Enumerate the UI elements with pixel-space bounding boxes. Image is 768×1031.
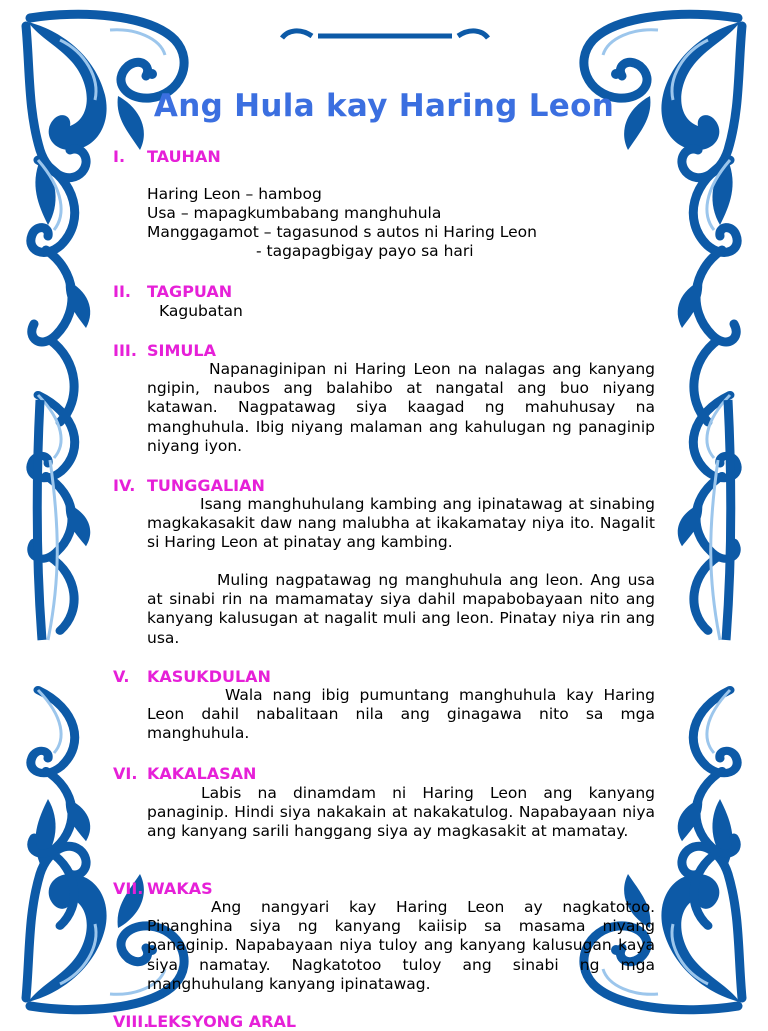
section-number: VI.	[113, 764, 138, 783]
section-number: VII.	[113, 879, 144, 898]
section-title: TAUHAN	[147, 147, 221, 166]
character-line: Manggagamot – tagasunod s autos ni Haring Leon	[147, 223, 537, 241]
section-paragraph: Labis na dinamdam ni Haring Leon ang kanyang panaginip. Hindi siya nakakain at nakakatulog. Napabayaan niya ang kanyang sarili hanggang siya ay magkasakit at mamatay.	[147, 784, 655, 841]
section-paragraph: Wala nang ibig pumuntang manghuhula kay Haring Leon dahil nabalitaan nila ang ginagawa nito sa mga manghuhula.	[147, 686, 655, 743]
section-heading-leksyong-aral	[113, 1012, 296, 1031]
character-line: - tagapagbigay payo sa hari	[256, 242, 474, 260]
section-number: III.	[113, 341, 137, 360]
setting-line: Kagubatan	[159, 302, 243, 320]
section-title: KAKALASAN	[147, 764, 257, 783]
section-heading-wakas	[113, 879, 213, 898]
section-heading-tunggalian	[113, 476, 265, 495]
section-paragraph: Napanaginipan ni Haring Leon na nalagas ang kanyang ngipin, naubos ang balahibo at nangatal ang buo niyang katawan. Nagpatawag siya kaagad ng mahuhusay na manghuhula. Ibig niyang malaman ang kahulugan ng panaginip niyang iyon.	[147, 360, 655, 455]
section-heading-simula	[113, 341, 216, 360]
character-line: Haring Leon – hambog	[147, 185, 322, 203]
section-number: IV.	[113, 476, 136, 495]
section-title: WAKAS	[147, 879, 213, 898]
section-number: VIII.	[113, 1012, 150, 1031]
character-line: Usa – mapagkumbabang manghuhula	[147, 204, 442, 222]
section-number: I.	[113, 147, 126, 166]
section-paragraph: Ang nangyari kay Haring Leon ay nagkatotoo. Pinanghina siya ng kanyang kaiisip sa masama niyang panaginip. Napabayaan niya tuloy ang kanyang kalusugan kaya siya namatay. Nagkatotoo tuloy ang sinabi ng mga manghuhulang kanyang ipinatawag.	[147, 898, 655, 993]
section-paragraph: Isang manghuhulang kambing ang ipinatawag at sinabing magkakasakit daw nang malubha at ikakamatay niya ito. Nagalit si Haring Leon at pinatay ang kambing.	[147, 495, 655, 552]
section-heading-tauhan	[113, 147, 221, 166]
section-paragraph: Muling nagpatawag ng manghuhula ang leon. Ang usa at sinabi rin na mamamatay siya dahil mapabobayaan nito ang kanyang kalusugan at nagalit muli ang leon. Pinatay niya rin ang usa.	[147, 571, 655, 647]
section-title: TUNGGALIAN	[147, 476, 265, 495]
section-heading-kakalasan	[113, 764, 256, 783]
section-title: LEKSYONG ARAL	[147, 1012, 297, 1031]
section-title: TAGPUAN	[147, 282, 233, 301]
section-number: V.	[113, 667, 130, 686]
page-title: Ang Hula kay Haring Leon	[153, 88, 615, 124]
section-title: SIMULA	[147, 341, 216, 360]
section-heading-tagpuan	[113, 282, 232, 301]
section-number: II.	[113, 282, 131, 301]
section-heading-kasukdulan	[113, 667, 271, 686]
section-title: KASUKDULAN	[147, 667, 271, 686]
